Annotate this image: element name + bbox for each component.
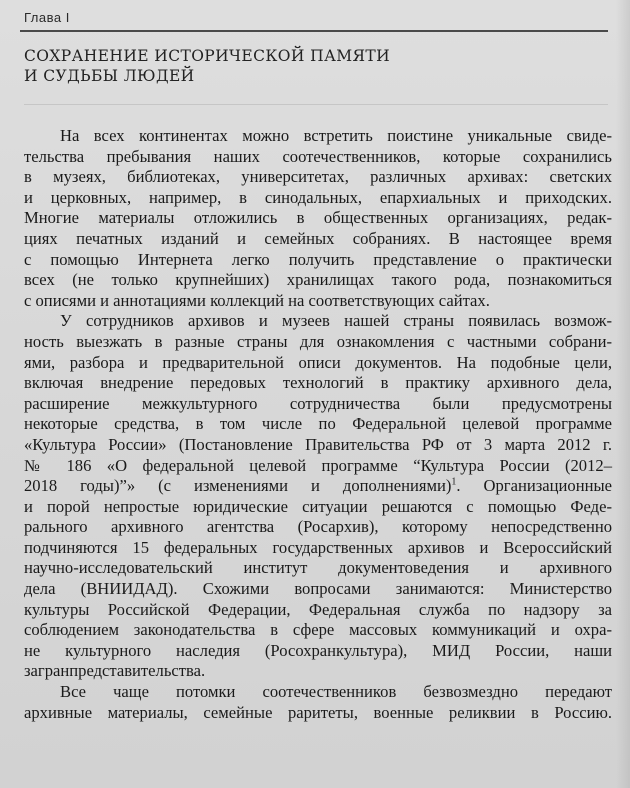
text-line-with-footnote: [24, 476, 612, 497]
chapter-title-line: И СУДЬБЫ ЛЮДЕЙ: [24, 67, 195, 85]
text-line: не культурного наследия (Росохранкультура), МИД России, наши: [24, 640, 612, 660]
body-text: [24, 126, 612, 723]
chapter-label: Глава I: [24, 10, 70, 25]
text-line: научно-исследовательский институт документоведения и архивного: [24, 558, 612, 578]
chapter-title: [24, 46, 390, 86]
text-line: подчиняются 15 федеральных государственных архивов и Всероссийский: [24, 537, 612, 557]
title-divider: [24, 104, 608, 105]
text-line: циях печатных изданий и семейных собраниях. В настоящее время: [24, 228, 612, 248]
footnote-mark[interactable]: 1: [451, 476, 457, 488]
page-edge-shadow: [616, 0, 630, 788]
text-line: соблюдением законодательства в сфере массовых коммуникаций и охра-: [24, 620, 612, 640]
text-line: с помощью Интернета легко получить представление о практически: [24, 249, 612, 269]
paragraph: [24, 311, 612, 682]
text-line: ность выезжать в разные страны для ознакомления с частными собрани-: [24, 331, 612, 351]
text-line: культуры Российской Федерации, Федеральная служба по надзору за: [24, 599, 612, 619]
text-line: Все чаще потомки соотечественников безвозмездно передают: [60, 682, 612, 702]
paragraph: [24, 126, 612, 311]
text-line: На всех континентах можно встретить поистине уникальные свиде-: [60, 126, 612, 145]
text-line: У сотрудников архивов и музеев нашей страны появилась возмож-: [60, 311, 612, 331]
text-line: включая внедрение передовых технологий в практику архивного дела,: [24, 373, 612, 393]
text-line: расширение межкультурного сотрудничества были предусмотрены: [24, 393, 612, 413]
text-line: тельства пребывания наших соотечественников, которые сохранились: [24, 146, 612, 166]
text-line: рального архивного агентства (Росархив), которому непосредственно: [24, 517, 612, 537]
text-line: некоторые средства, в том числе по Федеральной целевой программе: [24, 414, 612, 434]
text-line: в музеях, библиотеках, университетах, различных архивах: светских: [24, 167, 612, 187]
text-line: с описями и аннотациями коллекций на соответствующих сайтах.: [24, 290, 490, 310]
text-line: дела (ВНИИДАД). Схожими вопросами занимаются: Министерство: [24, 579, 612, 599]
chapter-title-line: СОХРАНЕНИЕ ИСТОРИЧЕСКОЙ ПАМЯТИ: [24, 47, 391, 65]
text-line: ями, разбора и предварительной описи документов. На подобные цели,: [24, 352, 612, 372]
text-line: всех (не только крупнейших) хранилищах такого рода, познакомиться: [24, 270, 612, 290]
text-segment: . Организационные: [456, 476, 612, 496]
header-rule: [20, 30, 608, 32]
text-line: № 186 «О федеральной целевой программе “Культура России (2012–: [24, 455, 612, 475]
text-line: Многие материалы отложились в общественных организациях, редак-: [24, 208, 612, 228]
text-line: и церковных, например, в синодальных, епархиальных и приходских.: [24, 187, 612, 207]
text-line: «Культура России» (Постановление Правительства РФ от 3 марта 2012 г.: [24, 434, 612, 454]
text-segment: 2018 годы)”» (с изменениями и дополнениями): [24, 476, 452, 496]
text-line: и порой непростые юридические ситуации решаются с помощью Феде-: [24, 496, 612, 516]
paragraph: [24, 682, 612, 723]
text-line: архивные материалы, семейные раритеты, военные реликвии в Россию.: [24, 702, 612, 722]
text-line: загранпредставительства.: [24, 661, 206, 681]
